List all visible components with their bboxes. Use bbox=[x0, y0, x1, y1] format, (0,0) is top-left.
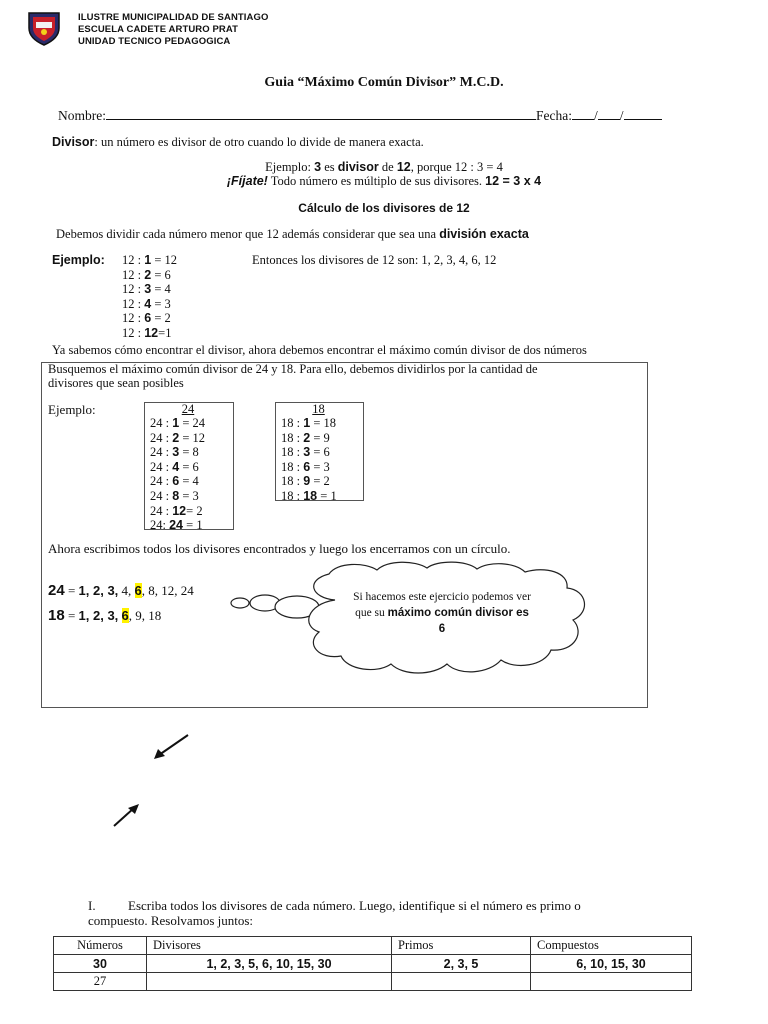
header-line-2: ESCUELA CADETE ARTURO PRAT bbox=[78, 24, 239, 35]
division-row: 12 : 3 = 4 bbox=[122, 282, 171, 297]
header-line-3: UNIDAD TECNICO PEDAGOGICA bbox=[78, 36, 231, 47]
divisors-24-line: 24 = 1, 2, 3, 4, 6, 8, 12, 24 bbox=[48, 582, 194, 599]
exercise-instruction-1: Escriba todos los divisores de cada número. Luego, identifique si el número es primo o bbox=[128, 898, 581, 913]
ahora-line: Ahora escribimos todos los divisores encontrados y luego los encerramos con un círculo. bbox=[48, 541, 511, 556]
division-row: 12 : 2 = 6 bbox=[122, 267, 171, 282]
division-row: 12 : 12=1 bbox=[122, 325, 172, 340]
header-divisores: Divisores bbox=[147, 937, 392, 955]
box-ejemplo-label: Ejemplo: bbox=[48, 402, 96, 417]
division-row: 24 : 3 = 8 bbox=[150, 445, 199, 460]
school-crest-logo bbox=[26, 10, 62, 46]
divisions-of-12 bbox=[122, 253, 177, 341]
example-line: Ejemplo: 3 es divisor de 12, porque 12 : 3 = 4 bbox=[265, 160, 503, 174]
exercise-table bbox=[53, 936, 692, 991]
division-row: 24 : 4 = 6 bbox=[150, 459, 199, 474]
compuestos-27-cell[interactable] bbox=[531, 973, 692, 991]
division-row: 24 : 12= 2 bbox=[150, 503, 203, 518]
division-row: 18 : 3 = 6 bbox=[281, 445, 330, 460]
arrow-up-right-icon bbox=[110, 800, 142, 830]
divisions-of-24 bbox=[150, 416, 205, 533]
divisions-of-18 bbox=[281, 416, 337, 504]
divisors-18-line: 18 = 1, 2, 3, 6, 9, 18 bbox=[48, 607, 162, 624]
nombre-field[interactable]: Nombre: Fecha: / / bbox=[58, 108, 662, 124]
table-row: 30 1, 2, 3, 5, 6, 10, 15, 30 2, 3, 5 6, 10, 15, 30 bbox=[54, 955, 692, 973]
header-compuestos: Compuestos bbox=[531, 937, 692, 955]
fijate-line: ¡Fíjate! Todo número es múltiplo de sus divisores. 12 = 3 x 4 bbox=[226, 174, 542, 188]
division-row: 18 : 18 = 1 bbox=[281, 488, 337, 503]
division-row: 24 : 1 = 24 bbox=[150, 416, 205, 430]
fecha-label: Fecha: bbox=[536, 108, 572, 123]
head-24: 24 bbox=[181, 402, 195, 416]
division-row: 12 : 4 = 3 bbox=[122, 296, 171, 311]
division-row: 12 : 1 = 12 bbox=[122, 253, 177, 267]
cloud-text: Si hacemos este ejercicio podemos ver que su máximo común divisor es 6 bbox=[353, 591, 531, 635]
head-18: 18 bbox=[312, 402, 325, 416]
division-row: 24: 24 = 1 bbox=[150, 518, 203, 533]
header-primos: Primos bbox=[392, 937, 531, 955]
ejemplo-label: Ejemplo: bbox=[52, 253, 105, 267]
division-row: 12 : 6 = 2 bbox=[122, 311, 171, 326]
header-line-1: ILUSTRE MUNICIPALIDAD DE SANTIAGO bbox=[78, 12, 269, 23]
division-row: 18 : 1 = 18 bbox=[281, 416, 336, 430]
division-row: 18 : 2 = 9 bbox=[281, 430, 330, 445]
division-row: 18 : 6 = 3 bbox=[281, 459, 330, 474]
division-row: 24 : 6 = 4 bbox=[150, 474, 199, 489]
section-title: Cálculo de los divisores de 12 bbox=[298, 201, 470, 215]
nombre-label: Nombre: bbox=[58, 108, 106, 123]
table-header-row bbox=[54, 937, 692, 955]
box-intro: Busquemos el máximo común divisor de 24 y 18. Para ello, debemos dividirlos por la cantidad de divisores que sean posibles bbox=[48, 362, 538, 390]
arrow-down-left-icon bbox=[150, 730, 192, 762]
exercise-instruction-2: compuesto. Resolvamos juntos: bbox=[88, 913, 254, 928]
instruction-line: Debemos dividir cada número menor que 12 además considerar que sea una división exacta bbox=[56, 227, 529, 241]
primos-27-cell[interactable] bbox=[392, 973, 531, 991]
entonces-line: Entonces los divisores de 12 son: 1, 2, 3, 4, 6, 12 bbox=[252, 253, 497, 267]
table-row: 27 bbox=[54, 973, 692, 991]
exercise-numeral: I. bbox=[88, 898, 96, 913]
divisores-27-cell[interactable] bbox=[147, 973, 392, 991]
divisor-definition: Divisor: un número es divisor de otro cuando lo divide de manera exacta. bbox=[52, 135, 424, 149]
division-row: 24 : 8 = 3 bbox=[150, 488, 199, 503]
division-row: 24 : 2 = 12 bbox=[150, 430, 205, 445]
page-title: Guia “Máximo Común Divisor” M.C.D. bbox=[264, 75, 504, 90]
ya-sabemos-line: Ya sabemos cómo encontrar el divisor, ahora debemos encontrar el máximo común divisor de dos números bbox=[52, 343, 587, 357]
header-numeros: Números bbox=[54, 937, 147, 955]
division-row: 18 : 9 = 2 bbox=[281, 474, 330, 489]
